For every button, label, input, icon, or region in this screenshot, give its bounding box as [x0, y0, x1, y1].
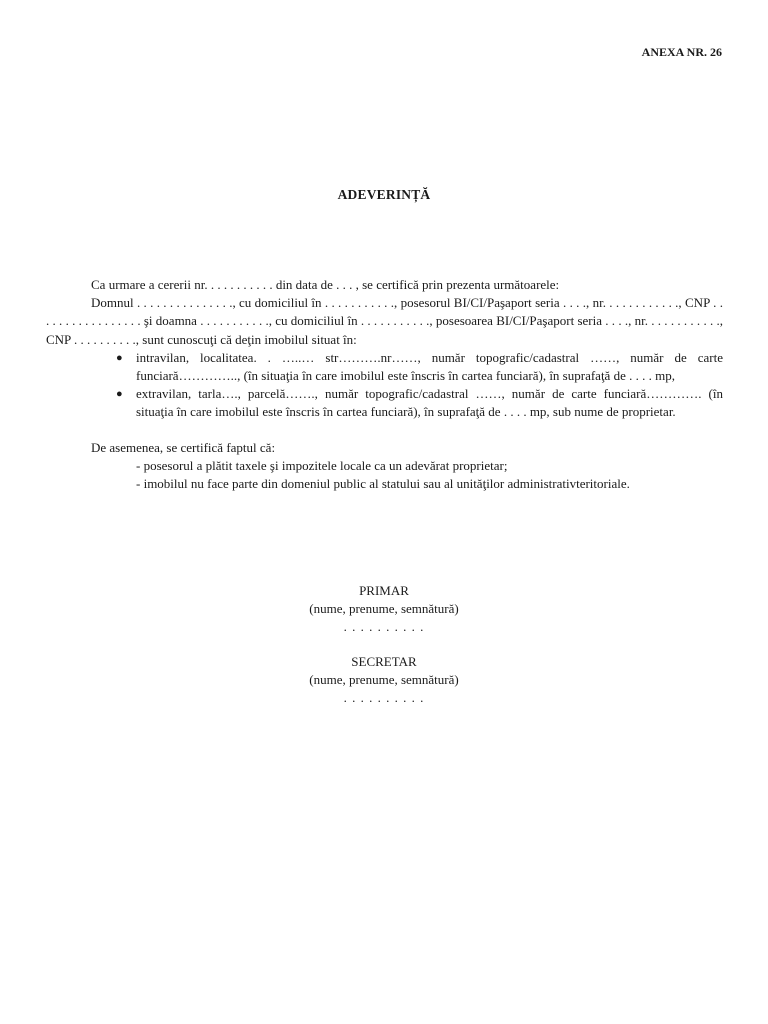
bullet-text-intravilan: intravilan, localitatea. . …..… str……….nr……, număr topografic/cadastral ……, număr de carte funciară………….., (în situaţia în care imobilul este înscris în cartea funciară), în suprafaţă de . . . . mp,: [136, 349, 723, 384]
list-item: [116, 385, 723, 421]
annex-label: ANEXA NR. 26: [641, 45, 722, 59]
certify-item-taxes: - posesorul a plătit taxele şi impozitele locale ca un adevărat proprietar;: [136, 457, 508, 473]
property-location-list: [46, 349, 723, 422]
signature-section: [0, 582, 768, 723]
certify-lead: De asemenea, se certifică faptul că:: [91, 439, 276, 455]
document-body: [46, 276, 723, 493]
signature-role: PRIMAR: [359, 583, 409, 598]
signature-caption: (nume, prenume, semnătură): [309, 601, 459, 617]
bullet-icon: ●: [116, 351, 123, 364]
intro-line-1: Ca urmare a cererii nr. . . . . . . . . . . din data de . . . , se certifică prin prezenta următoarele:: [91, 277, 560, 292]
signature-caption: (nume, prenume, semnătură): [309, 671, 459, 687]
list-item: [116, 349, 723, 385]
certify-item-public-domain: - imobilul nu face parte din domeniul public al statului sau al unităţilor administrativteritoriale.: [136, 476, 630, 492]
signature-block-secretar: [0, 653, 768, 708]
signature-role: SECRETAR: [351, 653, 417, 669]
document-title: ADEVERINȚĂ: [337, 187, 431, 202]
bullet-text-extravilan: extravilan, tarla…., parcelă……., număr topografic/cadastral ……, număr de carte funciară…………. (în situaţia în care imobilul este înscris în cartea funciară), în suprafaţă de . . . . mp, sub nume de proprietar.: [136, 386, 723, 420]
spacer: [46, 422, 723, 439]
bullet-icon: ●: [116, 388, 123, 401]
signature-block-primar: [0, 582, 768, 637]
signature-line: . . . . . . . . . .: [343, 690, 425, 706]
signature-line: . . . . . . . . . .: [343, 619, 425, 635]
intro-line-2: Domnul . . . . . . . . . . . . . . ., cu domiciliul în . . . . . . . . . . ., posesorul BI/CI/Paşaport seria . . . ., nr. . . . . . . . . . . ., CNP . . . . . . . . . . . . . . . . . şi doamna . . . . . . . . . . ., cu domiciliul în . . . . . . . . . . ., posesoarea BI/CI/Paşaport seria . . . ., nr. . . . . . . . . . . ., CNP . . . . . . . . . ., sunt cunoscuţi că deţin imobilul situat în:: [46, 295, 723, 347]
